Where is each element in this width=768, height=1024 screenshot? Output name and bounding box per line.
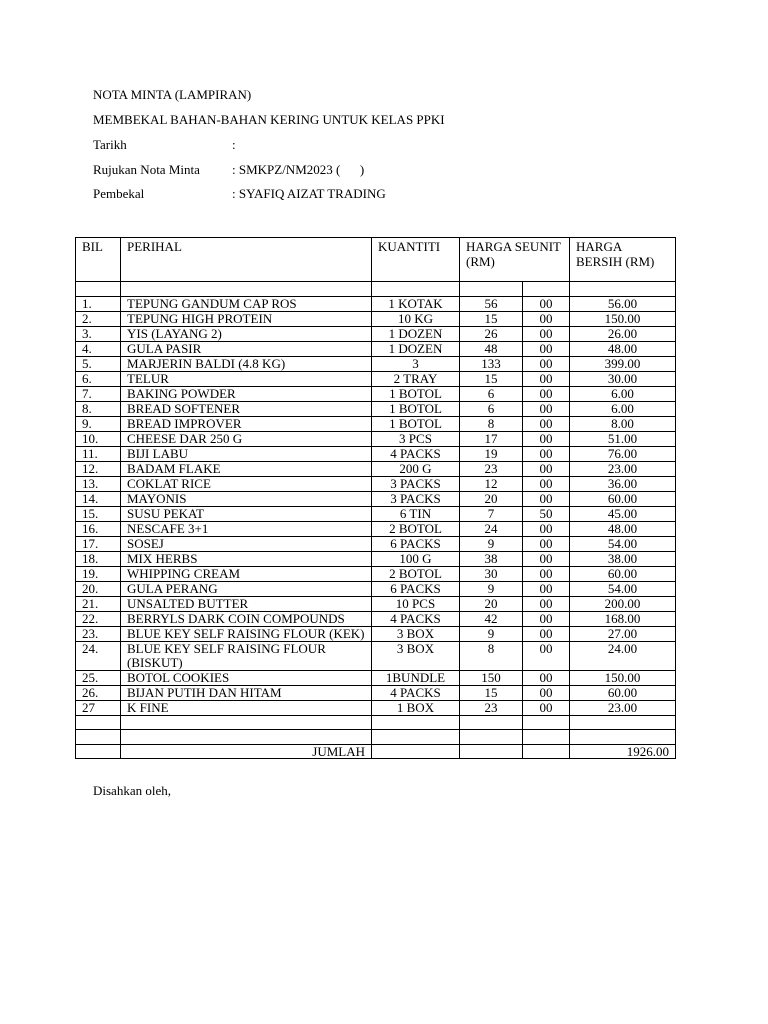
cell-kuantiti: 3 BOX xyxy=(372,626,460,641)
cell-bil: 26. xyxy=(76,685,121,700)
cell-harga-bersih: 23.00 xyxy=(570,700,676,715)
cell-bil: 20. xyxy=(76,581,121,596)
cell-bil: 6. xyxy=(76,371,121,386)
cell-harga-bersih: 60.00 xyxy=(570,491,676,506)
cell-bil: 15. xyxy=(76,506,121,521)
cell-bil: 7. xyxy=(76,386,121,401)
cell-bil: 16. xyxy=(76,521,121,536)
cell-perihal: COKLAT RICE xyxy=(121,476,372,491)
cell-perihal: BIJAN PUTIH DAN HITAM xyxy=(121,685,372,700)
cell-harga-rm: 9 xyxy=(460,581,523,596)
cell-harga-sen: 00 xyxy=(523,446,570,461)
cell-kuantiti: 10 KG xyxy=(372,311,460,326)
cell-harga-sen: 00 xyxy=(523,491,570,506)
cell-harga-bersih: 200.00 xyxy=(570,596,676,611)
cell-harga-rm: 133 xyxy=(460,356,523,371)
cell-kuantiti: 3 PCS xyxy=(372,431,460,446)
cell-bil: 25. xyxy=(76,670,121,685)
table-header-row xyxy=(76,238,676,282)
total-row xyxy=(76,744,676,759)
cell-harga-bersih: 54.00 xyxy=(570,581,676,596)
cell-bil: 21. xyxy=(76,596,121,611)
cell-kuantiti: 1 DOZEN xyxy=(372,341,460,356)
cell-harga-bersih: 60.00 xyxy=(570,566,676,581)
cell-harga-sen: 00 xyxy=(523,401,570,416)
cell-perihal: MARJERIN BALDI (4.8 KG) xyxy=(121,356,372,371)
cell-harga-rm: 48 xyxy=(460,341,523,356)
cell-harga-rm: 17 xyxy=(460,431,523,446)
table-row xyxy=(76,476,676,491)
cell-harga-bersih: 56.00 xyxy=(570,296,676,311)
cell-perihal: NESCAFE 3+1 xyxy=(121,521,372,536)
cell-perihal: BLUE KEY SELF RAISING FLOUR (BISKUT) xyxy=(121,641,372,670)
cell-harga-rm: 12 xyxy=(460,476,523,491)
cell-harga-bersih: 30.00 xyxy=(570,371,676,386)
table-row xyxy=(76,700,676,715)
cell-kuantiti: 2 BOTOL xyxy=(372,521,460,536)
cell-perihal: BREAD SOFTENER xyxy=(121,401,372,416)
cell-harga-sen: 00 xyxy=(523,326,570,341)
cell-harga-rm: 19 xyxy=(460,446,523,461)
cell-bil: 12. xyxy=(76,461,121,476)
cell-bil: 14. xyxy=(76,491,121,506)
cell-harga-rm: 9 xyxy=(460,536,523,551)
cell-perihal: WHIPPING CREAM xyxy=(121,566,372,581)
field-value-tarikh: : xyxy=(232,137,236,152)
cell-perihal: TEPUNG HIGH PROTEIN xyxy=(121,311,372,326)
cell-harga-rm: 6 xyxy=(460,386,523,401)
cell-harga-rm: 20 xyxy=(460,596,523,611)
cell-harga-bersih: 60.00 xyxy=(570,685,676,700)
cell-perihal: GULA PERANG xyxy=(121,581,372,596)
cell-kuantiti: 3 BOX xyxy=(372,641,460,670)
cell-harga-rm: 8 xyxy=(460,641,523,670)
cell-harga-rm: 56 xyxy=(460,296,523,311)
cell-bil: 10. xyxy=(76,431,121,446)
cell-kuantiti: 1 BOX xyxy=(372,700,460,715)
cell-harga-bersih: 399.00 xyxy=(570,356,676,371)
cell-harga-sen: 00 xyxy=(523,685,570,700)
cell-harga-bersih: 51.00 xyxy=(570,431,676,446)
document-title: NOTA MINTA (LAMPIRAN) xyxy=(93,87,252,102)
cell-kuantiti: 4 PACKS xyxy=(372,685,460,700)
field-value-rujukan: : SMKPZ/NM2023 ( ) xyxy=(232,162,365,177)
cell-perihal: UNSALTED BUTTER xyxy=(121,596,372,611)
table-row xyxy=(76,341,676,356)
header-gap-row xyxy=(76,282,676,297)
cell-perihal: GULA PASIR xyxy=(121,341,372,356)
table-row xyxy=(76,431,676,446)
cell-harga-bersih: 36.00 xyxy=(570,476,676,491)
cell-harga-bersih: 26.00 xyxy=(570,326,676,341)
table-row xyxy=(76,685,676,700)
cell-kuantiti: 4 PACKS xyxy=(372,611,460,626)
table-row xyxy=(76,596,676,611)
table-row xyxy=(76,611,676,626)
cell-bil: 22. xyxy=(76,611,121,626)
cell-harga-bersih: 150.00 xyxy=(570,670,676,685)
cell-harga-rm: 150 xyxy=(460,670,523,685)
table-row xyxy=(76,491,676,506)
cell-kuantiti: 6 PACKS xyxy=(372,536,460,551)
header-perihal: PERIHAL xyxy=(121,238,372,282)
table-row xyxy=(76,461,676,476)
cell-harga-sen: 00 xyxy=(523,670,570,685)
table-row xyxy=(76,566,676,581)
cell-harga-rm: 7 xyxy=(460,506,523,521)
cell-kuantiti: 2 BOTOL xyxy=(372,566,460,581)
cell-perihal: MIX HERBS xyxy=(121,551,372,566)
document-subtitle: MEMBEKAL BAHAN-BAHAN KERING UNTUK KELAS PPKI xyxy=(93,112,445,127)
cell-kuantiti: 2 TRAY xyxy=(372,371,460,386)
field-value-pembekal: : SYAFIQ AIZAT TRADING xyxy=(232,186,386,201)
cell-bil: 18. xyxy=(76,551,121,566)
cell-harga-rm: 6 xyxy=(460,401,523,416)
cell-kuantiti: 1 KOTAK xyxy=(372,296,460,311)
cell-harga-sen: 00 xyxy=(523,551,570,566)
cell-perihal: BLUE KEY SELF RAISING FLOUR (KEK) xyxy=(121,626,372,641)
cell-harga-rm: 42 xyxy=(460,611,523,626)
cell-kuantiti: 3 PACKS xyxy=(372,491,460,506)
table-row xyxy=(76,416,676,431)
cell-harga-bersih: 150.00 xyxy=(570,311,676,326)
cell-harga-bersih: 6.00 xyxy=(570,386,676,401)
cell-harga-sen: 50 xyxy=(523,506,570,521)
cell-harga-bersih: 54.00 xyxy=(570,536,676,551)
cell-harga-bersih: 48.00 xyxy=(570,341,676,356)
cell-kuantiti: 1 DOZEN xyxy=(372,326,460,341)
table-row xyxy=(76,386,676,401)
cell-harga-sen: 00 xyxy=(523,296,570,311)
blank-row xyxy=(76,730,676,745)
cell-harga-bersih: 38.00 xyxy=(570,551,676,566)
table-row xyxy=(76,641,676,670)
cell-perihal: BOTOL COOKIES xyxy=(121,670,372,685)
table-row xyxy=(76,670,676,685)
cell-harga-bersih: 23.00 xyxy=(570,461,676,476)
table-row xyxy=(76,446,676,461)
cell-bil: 1. xyxy=(76,296,121,311)
table-row xyxy=(76,551,676,566)
cell-kuantiti: 3 xyxy=(372,356,460,371)
header-kuantiti: KUANTITI xyxy=(372,238,460,282)
cell-harga-sen: 00 xyxy=(523,386,570,401)
cell-bil: 9. xyxy=(76,416,121,431)
cell-kuantiti: 1 BOTOL xyxy=(372,386,460,401)
cell-harga-rm: 15 xyxy=(460,685,523,700)
cell-perihal: BREAD IMPROVER xyxy=(121,416,372,431)
cell-perihal: TEPUNG GANDUM CAP ROS xyxy=(121,296,372,311)
cell-harga-sen: 00 xyxy=(523,416,570,431)
cell-harga-bersih: 48.00 xyxy=(570,521,676,536)
table-row xyxy=(76,371,676,386)
cell-kuantiti: 1 BOTOL xyxy=(372,401,460,416)
table-row xyxy=(76,311,676,326)
cell-bil: 19. xyxy=(76,566,121,581)
cell-kuantiti: 200 G xyxy=(372,461,460,476)
cell-harga-sen: 00 xyxy=(523,626,570,641)
cell-perihal: BERRYLS DARK COIN COMPOUNDS xyxy=(121,611,372,626)
cell-harga-sen: 00 xyxy=(523,356,570,371)
cell-bil: 3. xyxy=(76,326,121,341)
cell-harga-bersih: 6.00 xyxy=(570,401,676,416)
cell-harga-rm: 8 xyxy=(460,416,523,431)
cell-bil: 23. xyxy=(76,626,121,641)
cell-perihal: K FINE xyxy=(121,700,372,715)
cell-harga-sen: 00 xyxy=(523,611,570,626)
table-row xyxy=(76,326,676,341)
cell-kuantiti: 6 TIN xyxy=(372,506,460,521)
cell-perihal: BAKING POWDER xyxy=(121,386,372,401)
cell-harga-sen: 00 xyxy=(523,536,570,551)
cell-harga-bersih: 45.00 xyxy=(570,506,676,521)
cell-kuantiti: 100 G xyxy=(372,551,460,566)
cell-harga-bersih: 27.00 xyxy=(570,626,676,641)
table-row xyxy=(76,296,676,311)
table-row xyxy=(76,401,676,416)
cell-harga-rm: 15 xyxy=(460,311,523,326)
cell-harga-rm: 23 xyxy=(460,461,523,476)
cell-harga-rm: 15 xyxy=(460,371,523,386)
cell-harga-sen: 00 xyxy=(523,566,570,581)
cell-perihal: SUSU PEKAT xyxy=(121,506,372,521)
cell-bil: 4. xyxy=(76,341,121,356)
cell-perihal: YIS (LAYANG 2) xyxy=(121,326,372,341)
cell-harga-rm: 9 xyxy=(460,626,523,641)
table-row xyxy=(76,506,676,521)
cell-bil: 13. xyxy=(76,476,121,491)
cell-perihal: TELUR xyxy=(121,371,372,386)
cell-harga-sen: 00 xyxy=(523,371,570,386)
blank-row xyxy=(76,715,676,730)
cell-harga-sen: 00 xyxy=(523,341,570,356)
cell-harga-sen: 00 xyxy=(523,461,570,476)
cell-harga-rm: 26 xyxy=(460,326,523,341)
total-label: JUMLAH xyxy=(121,744,372,759)
cell-kuantiti: 6 PACKS xyxy=(372,581,460,596)
table-row xyxy=(76,356,676,371)
cell-harga-bersih: 24.00 xyxy=(570,641,676,670)
cell-bil: 11. xyxy=(76,446,121,461)
cell-harga-rm: 30 xyxy=(460,566,523,581)
table-row xyxy=(76,536,676,551)
cell-harga-rm: 23 xyxy=(460,700,523,715)
cell-perihal: BIJI LABU xyxy=(121,446,372,461)
cell-harga-bersih: 168.00 xyxy=(570,611,676,626)
cell-bil: 8. xyxy=(76,401,121,416)
approval-label: Disahkan oleh, xyxy=(93,783,171,798)
items-table xyxy=(75,237,676,759)
table-row xyxy=(76,521,676,536)
cell-perihal: MAYONIS xyxy=(121,491,372,506)
cell-harga-bersih: 8.00 xyxy=(570,416,676,431)
cell-kuantiti: 3 PACKS xyxy=(372,476,460,491)
cell-harga-bersih: 76.00 xyxy=(570,446,676,461)
cell-bil: 2. xyxy=(76,311,121,326)
field-label-rujukan: Rujukan Nota Minta xyxy=(93,162,200,177)
cell-bil: 27 xyxy=(76,700,121,715)
cell-perihal: BADAM FLAKE xyxy=(121,461,372,476)
cell-harga-sen: 00 xyxy=(523,521,570,536)
header-harga-bersih: HARGA BERSIH (RM) xyxy=(570,238,676,282)
header-harga-seunit: HARGA SEUNIT (RM) xyxy=(460,238,570,282)
cell-kuantiti: 10 PCS xyxy=(372,596,460,611)
field-label-pembekal: Pembekal xyxy=(93,186,145,201)
cell-harga-sen: 00 xyxy=(523,596,570,611)
table-row xyxy=(76,581,676,596)
cell-harga-rm: 24 xyxy=(460,521,523,536)
table-row xyxy=(76,626,676,641)
cell-harga-sen: 00 xyxy=(523,581,570,596)
cell-perihal: CHEESE DAR 250 G xyxy=(121,431,372,446)
cell-harga-sen: 00 xyxy=(523,641,570,670)
field-label-tarikh: Tarikh xyxy=(93,137,127,152)
header-bil: BIL xyxy=(76,238,121,282)
cell-kuantiti: 1 BOTOL xyxy=(372,416,460,431)
total-value: 1926.00 xyxy=(570,744,676,759)
cell-harga-rm: 38 xyxy=(460,551,523,566)
cell-harga-sen: 00 xyxy=(523,431,570,446)
cell-kuantiti: 1BUNDLE xyxy=(372,670,460,685)
cell-harga-sen: 00 xyxy=(523,700,570,715)
cell-bil: 17. xyxy=(76,536,121,551)
cell-harga-sen: 00 xyxy=(523,311,570,326)
cell-kuantiti: 4 PACKS xyxy=(372,446,460,461)
cell-harga-rm: 20 xyxy=(460,491,523,506)
cell-perihal: SOSEJ xyxy=(121,536,372,551)
cell-bil: 24. xyxy=(76,641,121,670)
cell-harga-sen: 00 xyxy=(523,476,570,491)
cell-bil: 5. xyxy=(76,356,121,371)
